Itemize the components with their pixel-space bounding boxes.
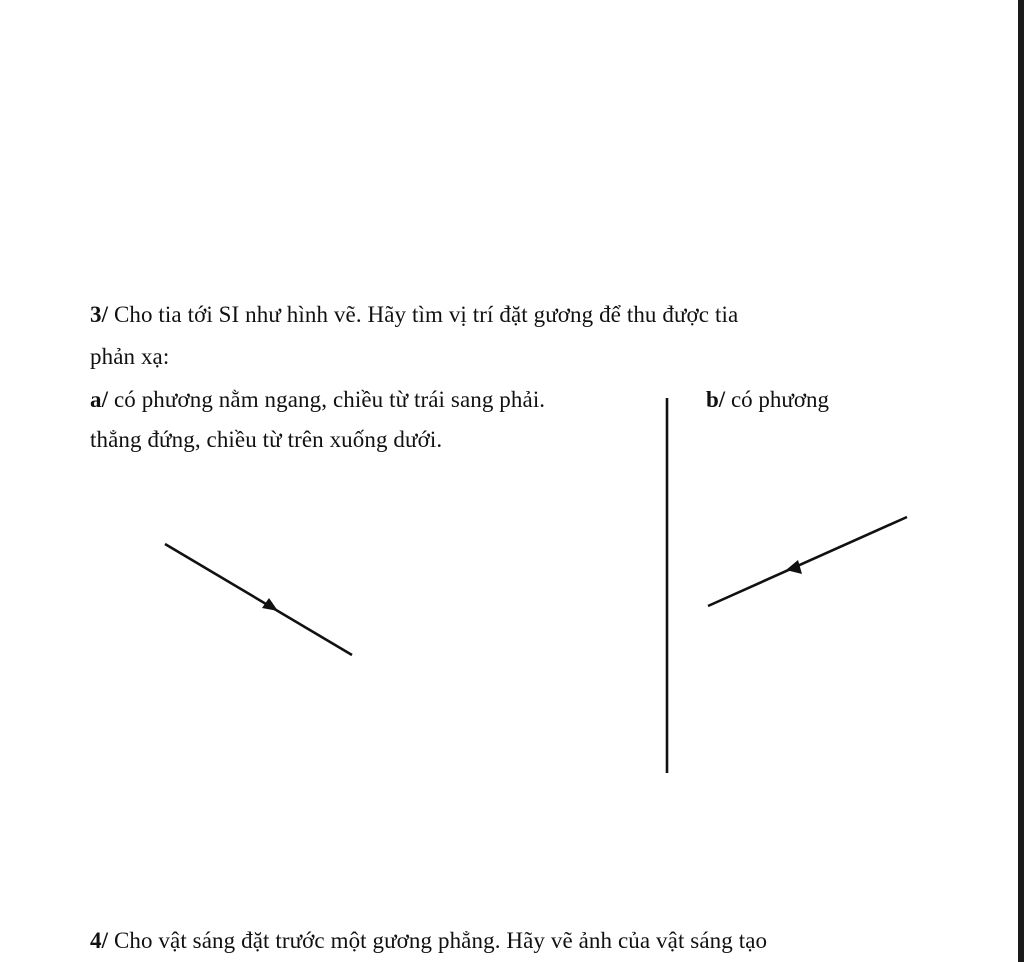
question-3-line-4: thẳng đứng, chiều từ trên xuống dưới. xyxy=(90,427,443,452)
part-b-text: có phương xyxy=(725,387,830,412)
incident-ray-a xyxy=(165,544,352,655)
incident-ray-b-arrow xyxy=(786,560,802,574)
question-4-text: Cho vật sáng đặt trước một gương phẳng. Hãy vẽ ảnh của vật sáng tạo xyxy=(108,928,768,953)
question-3-line-2: phản xạ: xyxy=(90,344,170,369)
incident-ray-b xyxy=(708,517,907,606)
incident-ray-b-line xyxy=(708,517,907,606)
question-4-number: 4/ xyxy=(90,928,109,953)
part-b-label: b/ xyxy=(706,387,726,412)
question-3-number: 3/ xyxy=(90,302,109,327)
question-4-line-1 xyxy=(90,927,767,955)
incident-ray-a-line xyxy=(165,544,352,655)
part-a-label: a/ xyxy=(90,387,109,412)
question-3-text: Cho tia tới SI như hình vẽ. Hãy tìm vị trí đặt gương để thu được tia xyxy=(108,302,739,327)
part-a-text: có phương nằm ngang, chiều từ trái sang phải. xyxy=(108,387,546,412)
